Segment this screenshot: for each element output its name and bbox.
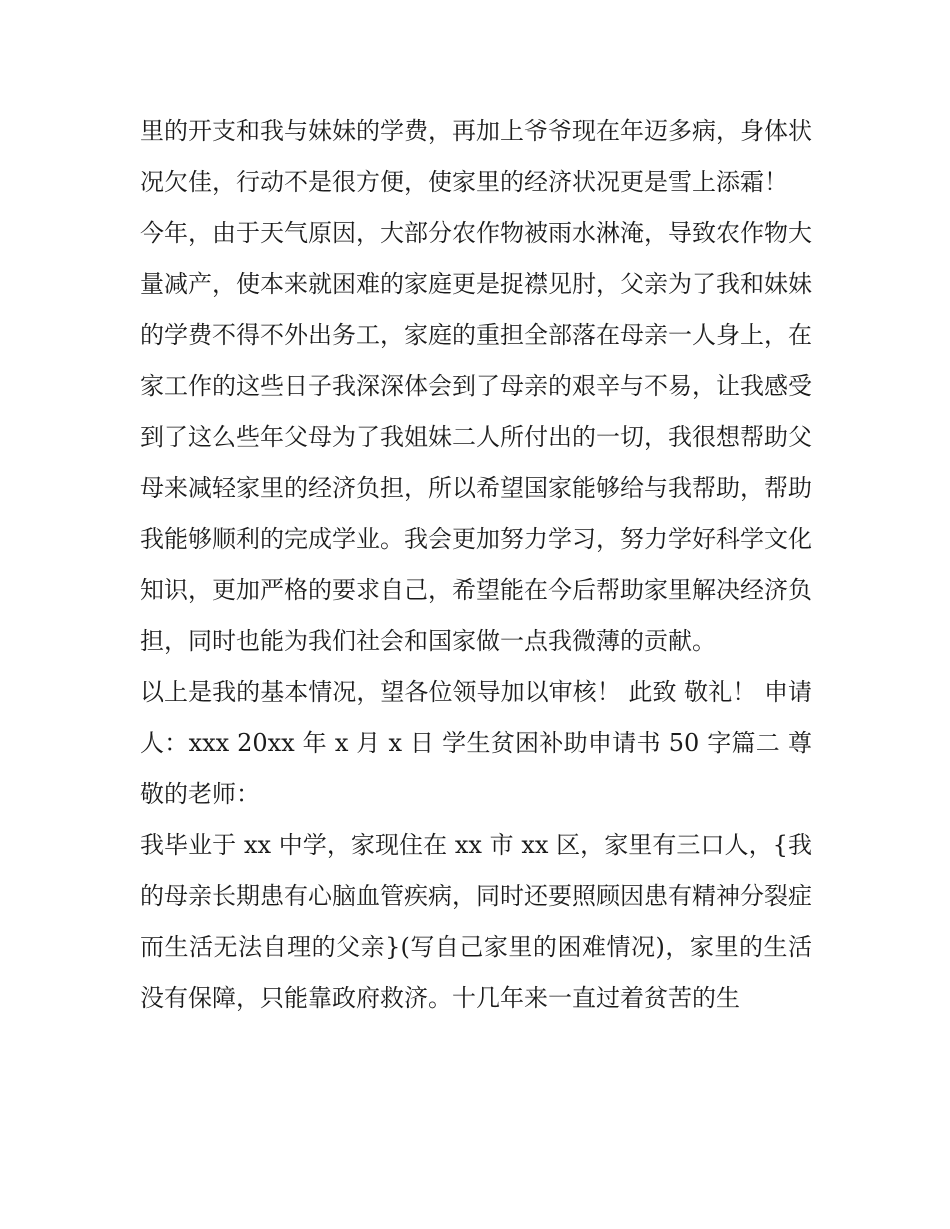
paragraph-family-expenses: 里的开支和我与妹妹的学费，再加上爷爷现在年迈多病，身体状况欠佳，行动不是很方便，使家里的经济状况更是雪上添霜！ <box>140 117 812 196</box>
paragraph-closing-and-second-letter: 以上是我的基本情况，望各位领导加以审核！ 此致 敬礼！ 申请人：xxx 20xx 年 x 月 x 日 学生贫困补助申请书 50 字篇二 尊敬的老师： <box>140 678 812 808</box>
paragraph-graduation-family-situation: 我毕业于 xx 中学，家现住在 xx 市 xx 区，家里有三口人，{我的母亲长期患有心脑血管疾病，同时还要照顾因患有精神分裂症而生活无法自理的父亲}(写自己家里的困难情况)，家里的生活没有保障，只能靠政府救济。十几年来一直过着贫苦的生 <box>140 831 812 1012</box>
document-body <box>140 106 812 1024</box>
paragraph-weather-hardship: 今年，由于天气原因，大部分农作物被雨水淋淹，导致农作物大量减产，使本来就困难的家庭更是捉襟见肘，父亲为了我和妹妹的学费不得不外出务工，家庭的重担全部落在母亲一人身上，在家工作的这些日子我深深体会到了母亲的艰辛与不易，让我感受到了这么些年父母为了我姐妹二人所付出的一切，我很想帮助父母来减轻家里的经济负担，所以希望国家能够给与我帮助，帮助我能够顺利的完成学业。我会更加努力学习，努力学好科学文化知识，更加严格的要求自己，希望能在今后帮助家里解决经济负担，同时也能为我们社会和国家做一点我微薄的贡献。 <box>140 219 812 655</box>
